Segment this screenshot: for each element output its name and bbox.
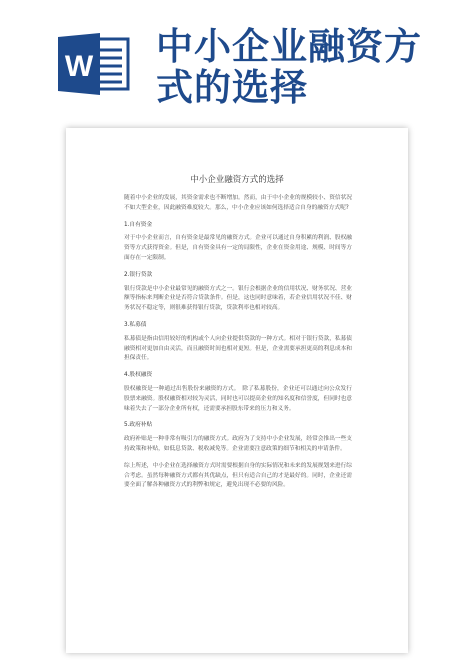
section-text: 私募债是指由信用较好的机构或个人向企业提供贷款的一种方式。相对于银行贷款，私募债融资相对更加自由灵活，而且融资时间也相对更短。但是，企业需要承担更高的利息成本和担保责任。 <box>124 335 352 362</box>
section-text: 股权融资是一种通过出售股份来融资的方式。 除了私募股份，企业还可以通过向公众发行股票来融资。股权融资相对较为灵活，同时也可以提高企业的知名度和信誉度，但同时也意味着失去了一部分企业所有权，还需要承担股东带来的压力和义务。 <box>124 385 352 412</box>
section-heading: 1.自有资金 <box>124 221 153 228</box>
banner-title: 中小企业融资方式的选择 <box>156 24 422 109</box>
intro-paragraph: 随着中小企业的发展，其资金需求也不断增加。然而，由于中小企业的规模较小、资信状况不如大型企业，因此融资难度较大。那么，中小企业应该如何选择适合自身的融资方式呢? <box>124 195 352 211</box>
section-heading: 5.政府补贴 <box>124 422 153 429</box>
header-banner <box>0 0 474 110</box>
section-heading: 4.股权融资 <box>124 372 153 379</box>
document-body <box>124 194 352 498</box>
section-heading: 2.银行贷款 <box>124 271 153 278</box>
section-text: 银行贷款是中小企业最常见的融资方式之一。银行会根据企业的信用状况、财务状况、营业额等指标来判断企业是否符合贷款条件。但是，这也同时意味着，若企业信用状况不佳、财务状况不稳定等，则很难获得银行贷款，贷款利率也相对较高。 <box>124 285 352 312</box>
conclusion-paragraph: 综上所述，中小企业在选择融资方式时需要根据自身的实际情况和未来的发展规划来进行综合考虑。虽然每种融资方式都有其优缺点，但只有适合自己的才是最好的。同时，企业还需要全面了解各种融资方式的利弊和规定，避免出现不必要的风险。 <box>124 462 352 489</box>
word-logo-letter: W <box>64 50 94 83</box>
section-text: 政府补贴是一种非常有吸引力的融资方式。政府为了支持中小企业发展，经常会推出一些支持政策和补贴，如低息贷款、税收减免等。企业需要注意政策的细节和相关的申请条件。 <box>124 436 352 452</box>
section-text: 对于中小企业而言，自有资金是最常见的融资方式。企业可以通过自身积累的利润、股权融资等方式获得资金。但是，自有资金具有一定的局限性，企业在资金用途、规模、时间等方面存在一定限制。 <box>124 235 352 261</box>
section-heading: 3.私募债 <box>124 321 147 328</box>
word-document-icon <box>58 33 130 95</box>
document-page <box>66 128 408 653</box>
document-title: 中小企业融资方式的选择 <box>190 175 284 185</box>
